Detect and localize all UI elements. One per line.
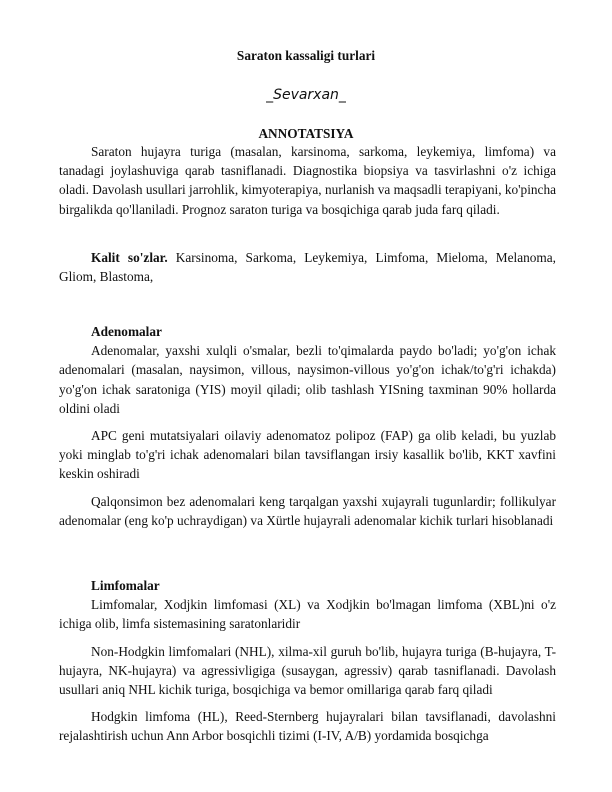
abstract-paragraph: Saraton hujayra turiga (masalan, karsinoma, sarkoma, leykemiya, limfoma) va tanadagi joylashuviga qarab tasniflanadi. Diagnostika biopsiya va tasvirlashni o'z ichiga oladi. Davolash usullari jarrohlik, kimyoterapiya, nurlanish va maqsadli terapiyani, ko'pincha birgalikda qo'llaniladi. Prognoz saraton turiga va bosqichiga qarab juda farq qiladi.	[59, 144, 556, 217]
keywords-text: Karsinoma, Sarkoma, Leykemiya, Limfoma, Mieloma, Melanoma, Gliom, Blastoma,	[59, 250, 556, 285]
section-heading: Adenomalar	[91, 324, 162, 339]
section-adenomalar	[59, 322, 556, 530]
document-title: Saraton kassaligi turlari	[236, 48, 376, 63]
section-paragraph: Qalqonsimon bez adenomalari keng tarqalgan yaxshi xujayrali tugunlardir; follikulyar adenomalar (eng ko'p uchraydigan) va Xürtle hujayrali adenomalar kichik turlari hisoblanadi	[59, 493, 556, 528]
keywords-paragraph	[59, 248, 556, 286]
keywords-block	[59, 248, 556, 286]
section-paragraph: Limfomalar, Xodjkin limfomasi (XL) va Xodjkin bo'lmagan limfoma (XBL)ni o'z ichiga olib, limfa sistemasining saratonlaridir	[59, 597, 556, 632]
annotation-heading: ANNOTATSIYA	[258, 126, 354, 141]
section-paragraph: APC geni mutatsiyalari oilaviy adenomatoz polipoz (FAP) ga olib keladi, bu yuzlab yoki minglab to'g'ri ichak adenomalari bilan tavsiflangan irsiy kasallik bo'lib, KKT xavfini keskin oshiradi	[59, 428, 556, 482]
abstract-block	[59, 142, 556, 219]
section-paragraph: Hodgkin limfoma (HL), Reed-Sternberg hujayralari bilan tavsiflanadi, davolashni rejalashtirish uchun Ann Arbor bosqichli tizimi (I-IV, A/B) yordamida bosqichga	[59, 709, 556, 744]
keywords-label: Kalit so'zlar.	[91, 250, 168, 265]
section-heading: Limfomalar	[91, 578, 160, 593]
section-paragraph: Non-Hodgkin limfomalari (NHL), xilma-xil guruh bo'lib, hujayra turiga (B-hujayra, T-hujayra, NK-hujayra) va agressivligiga (susaygan, agressiv) qarab tasniflanadi. Davolash usullari aniq NHL kichik turiga, bosqichiga va bemor omillariga qarab farq qiladi	[59, 643, 556, 698]
author-name: _Sevarxan_	[266, 87, 346, 103]
section-paragraph: Adenomalar, yaxshi xulqli o'smalar, bezli to'qimalarda paydo bo'ladi; yo'g'on ichak adenomalari (masalan, naysimon, villous, naysimon-villous yo'g'on ichak/to'g'ri ichakda) yo'g'on ichak saratoniga (YIS) moyil qiladi; olib tashlash YISning taxminan 90% hollarda oldini oladi	[59, 343, 556, 416]
section-limfomalar	[59, 576, 556, 746]
